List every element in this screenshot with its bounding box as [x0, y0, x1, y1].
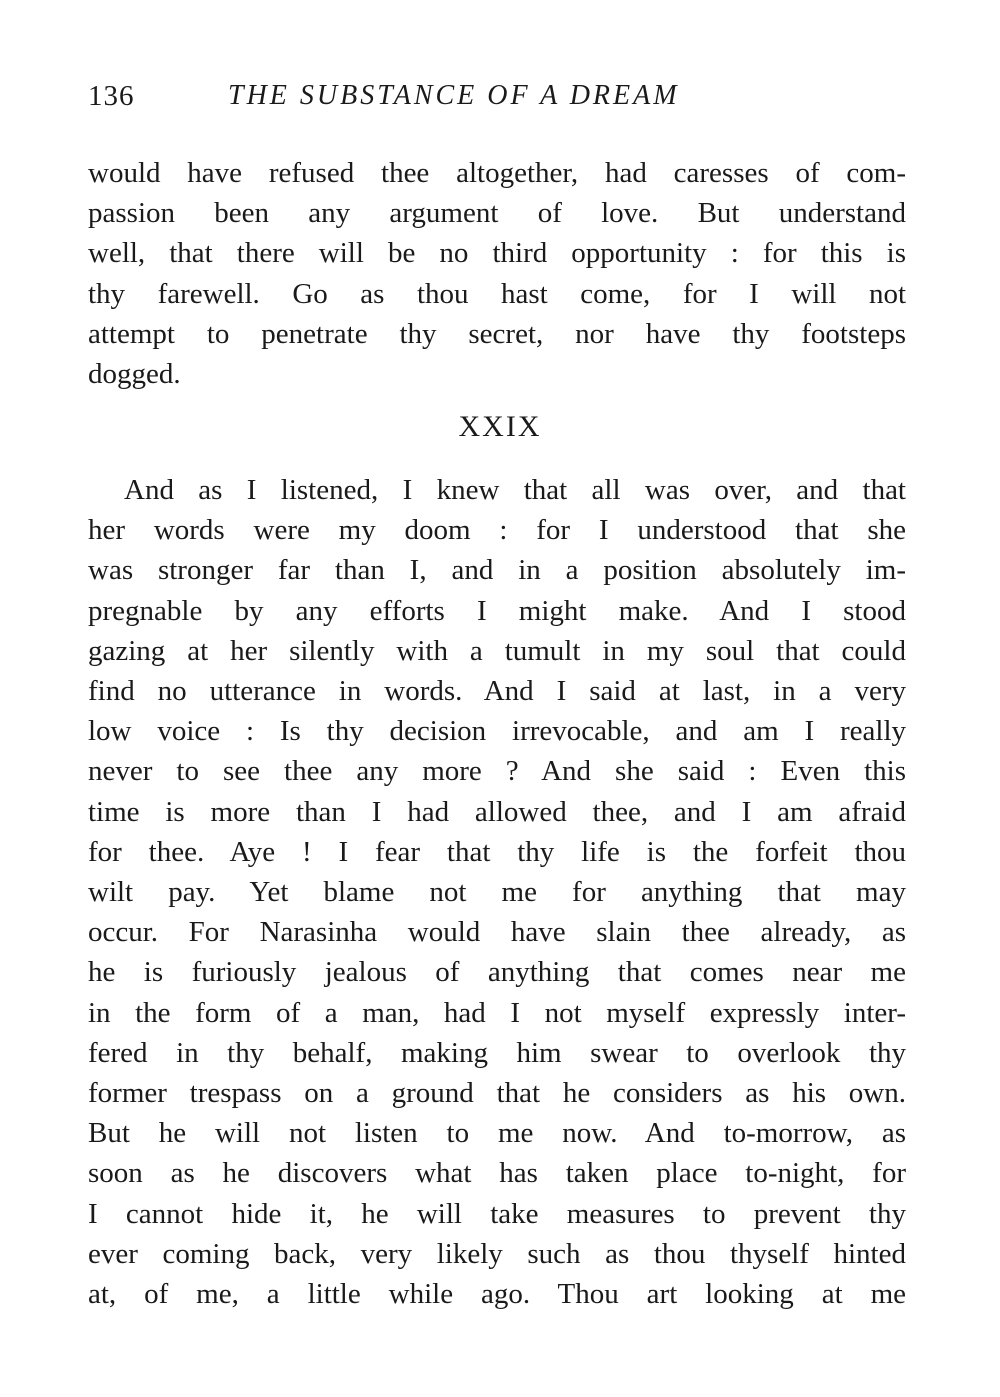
text-line: soon as he discovers what has taken place to-night, for — [88, 1157, 906, 1190]
page-header — [88, 80, 908, 120]
text-line: pregnable by any efforts I might make. And I stood — [88, 594, 906, 627]
text-line: well, that there will be no third opportunity : for this is — [88, 237, 906, 270]
text-line: fered in thy behalf, making him swear to overlook thy — [88, 1036, 906, 1069]
text-line: thy farewell. Go as thou hast come, for I will not — [88, 277, 906, 310]
text-line: But he will not listen to me now. And to-morrow, as — [88, 1117, 906, 1150]
text-line: attempt to penetrate thy secret, nor have thy footsteps — [88, 317, 906, 350]
text-line: he is furiously jealous of anything that comes near me — [88, 956, 906, 989]
text-line: And as I listened, I knew that all was over, and that — [124, 474, 906, 506]
text-line: time is more than I had allowed thee, and I am afraid — [88, 795, 906, 828]
text-line: find no utterance in words. And I said at last, in a very — [88, 675, 906, 708]
text-line: gazing at her silently with a tumult in my soul that could — [88, 634, 906, 667]
text-line: was stronger far than I, and in a position absolutely im- — [88, 554, 906, 587]
text-line: for thee. Aye ! I fear that thy life is the forfeit thou — [88, 835, 906, 868]
text-line: ever coming back, very likely such as thou thyself hinted — [88, 1237, 906, 1270]
text-line: dogged. — [88, 358, 181, 391]
section-heading: XXIX — [458, 410, 542, 443]
paragraph-1 — [88, 153, 906, 394]
text-line: former trespass on a ground that he considers as his own. — [88, 1077, 906, 1110]
running-title: THE SUBSTANCE OF A DREAM — [228, 80, 680, 111]
text-line: would have refused thee altogether, had caresses of com- — [88, 157, 906, 189]
text-line: I cannot hide it, he will take measures to prevent thy — [88, 1197, 906, 1230]
text-line: never to see thee any more ? And she said : Even this — [88, 755, 906, 788]
text-line: low voice : Is thy decision irrevocable, and am I really — [88, 715, 906, 748]
text-line: wilt pay. Yet blame not me for anything that may — [88, 876, 906, 909]
text-line: in the form of a man, had I not myself expressly inter- — [88, 996, 906, 1029]
page-number: 136 — [88, 80, 135, 112]
paragraph-2 — [88, 470, 906, 1314]
text-line: occur. For Narasinha would have slain thee already, as — [88, 916, 906, 949]
text-line: passion been any argument of love. But understand — [88, 197, 906, 230]
text-line: her words were my doom : for I understood that she — [88, 514, 906, 547]
text-line: at, of me, a little while ago. Thou art looking at me — [88, 1278, 906, 1311]
